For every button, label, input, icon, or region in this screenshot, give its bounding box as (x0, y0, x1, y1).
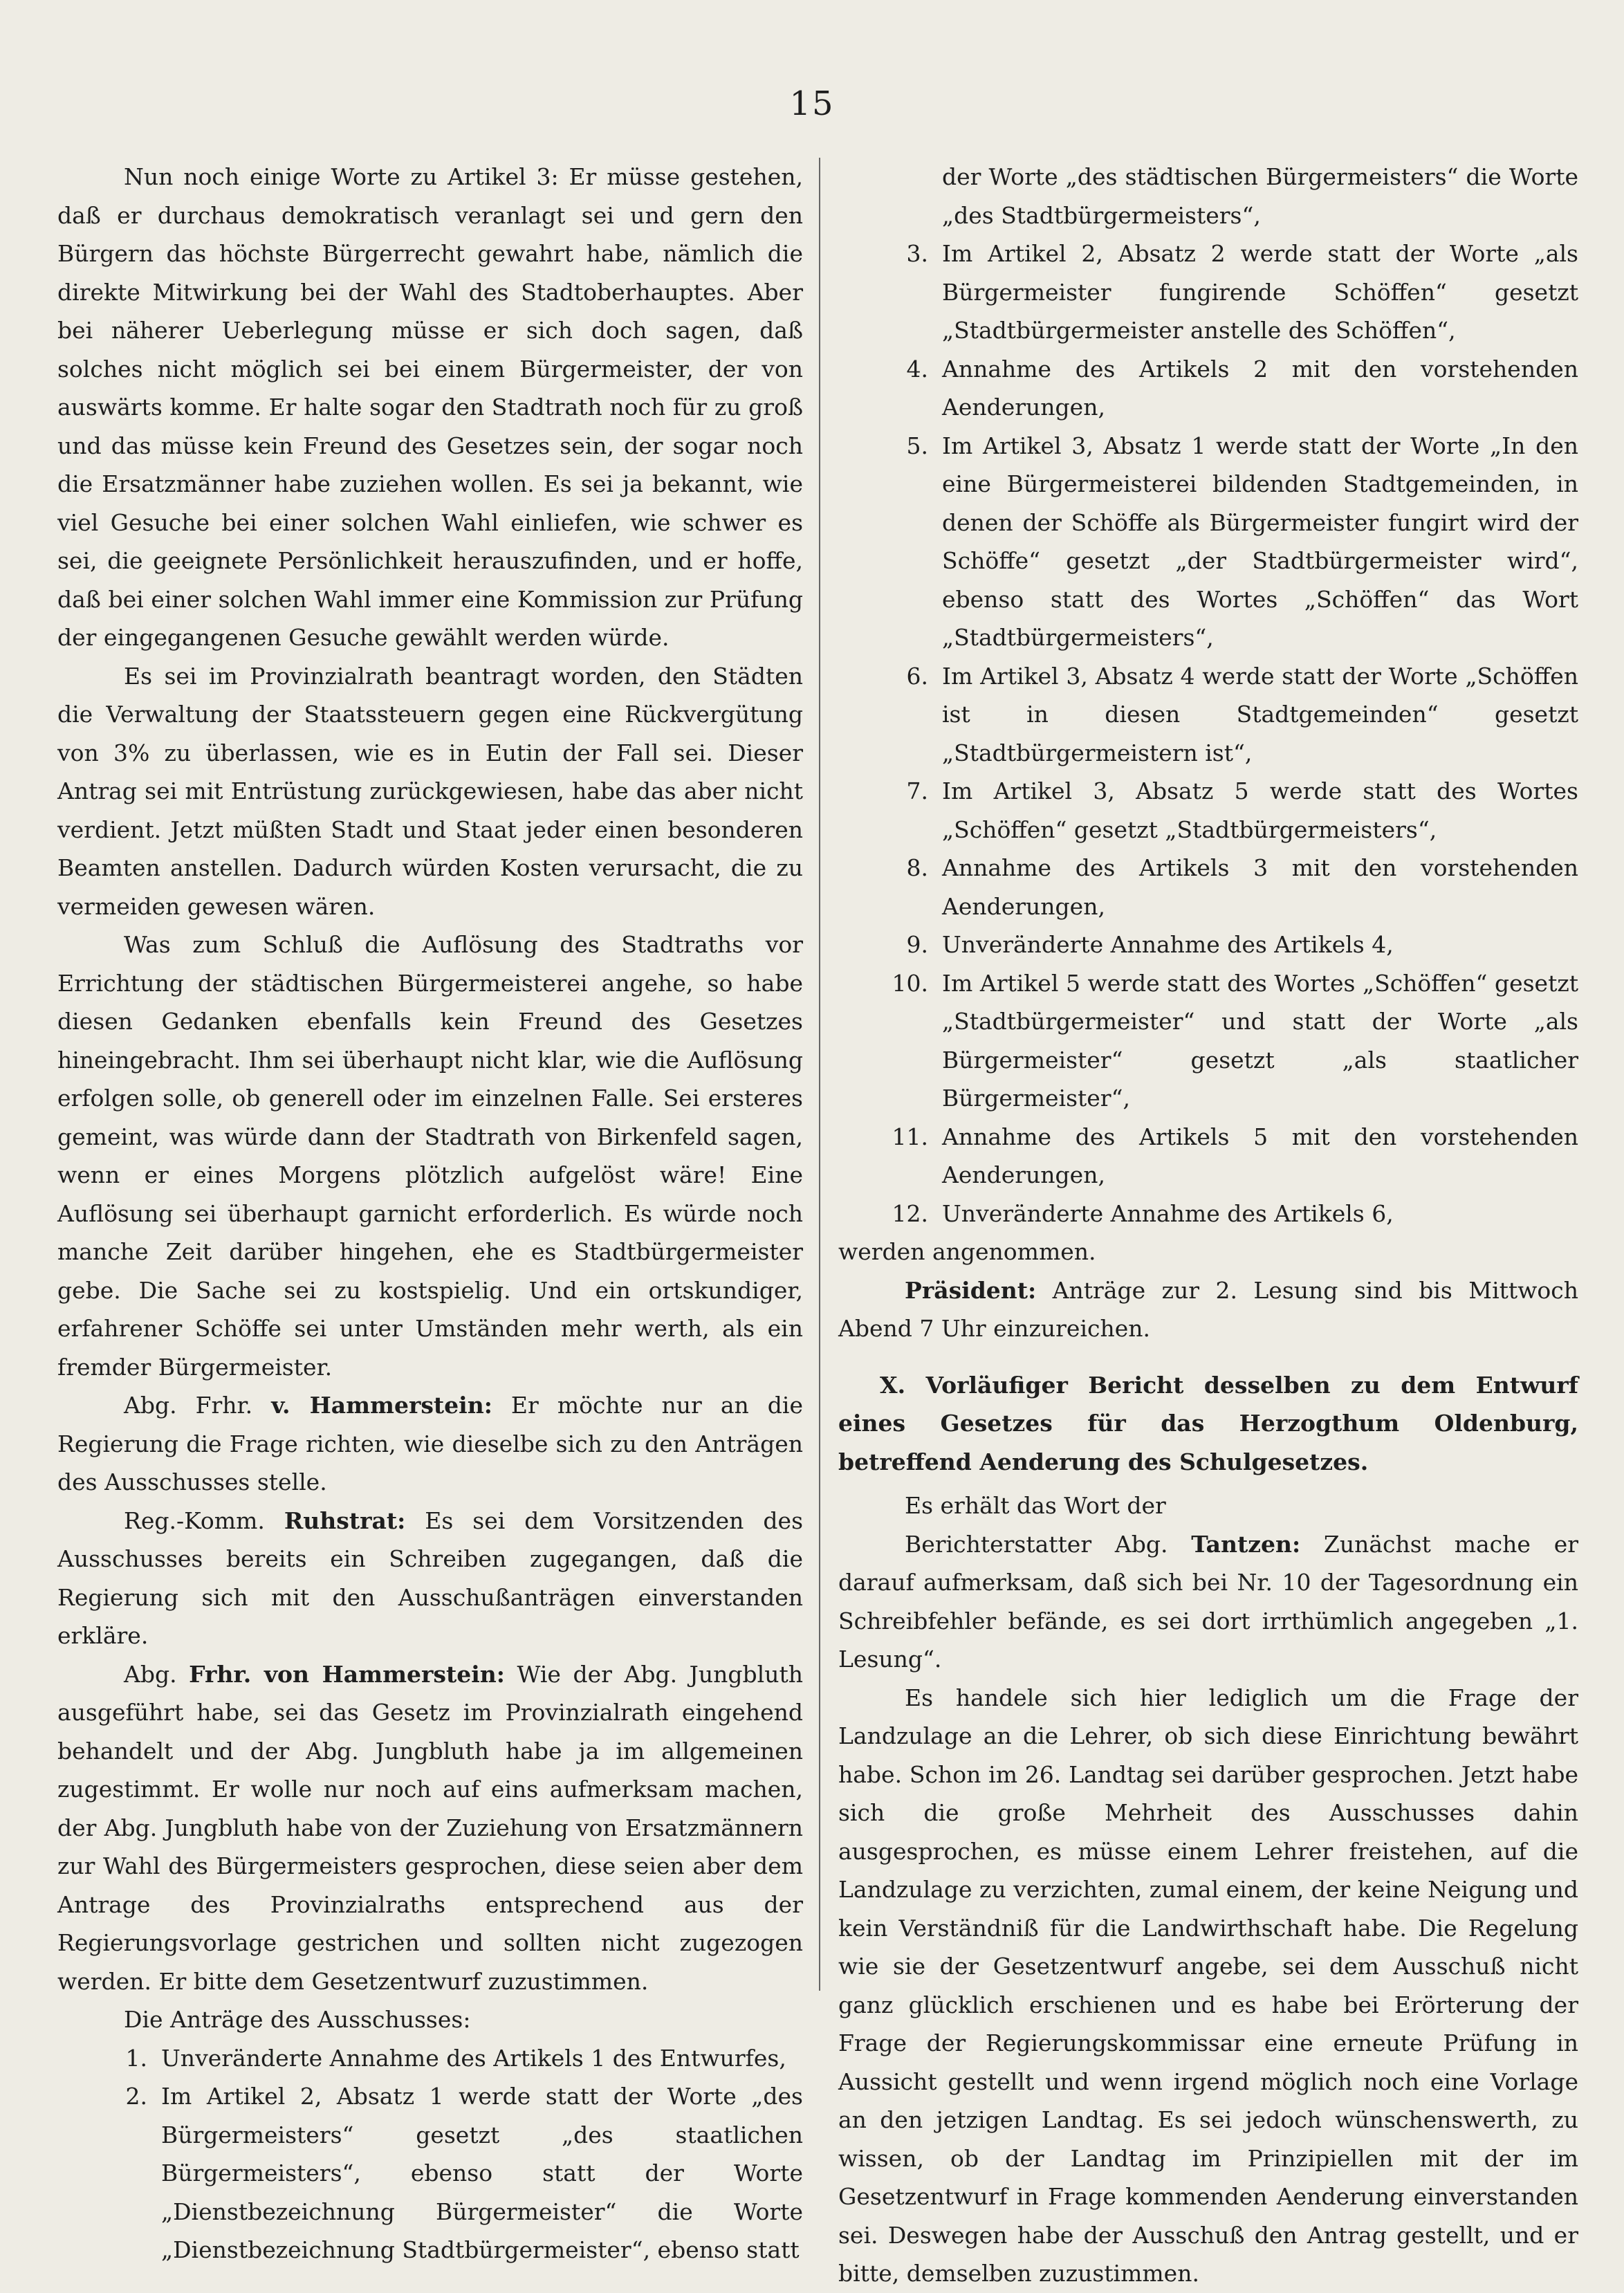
paragraph-landzulage: Es handele sich hier lediglich um die Frage der Landzulage an die Lehrer, ob sich diese Einrichtung bewährt habe. Schon im 26. Landtag sei darüber gesprochen. Jetzt habe sich die große Mehrheit des Ausschusses dahin ausgesprochen, es müsse einem Lehrer freistehen, auf die Landzulage zu verzichten, zumal einem, der keine Neigung und kein Verständniß für die Landwirthschaft habe. Die Regelung wie sie der Gesetzentwurf angebe, sei dem Ausschuß nicht ganz glücklich erschienen und es habe bei Erörterung der Frage der Regierungskommissar eine erneute Prüfung in Aussicht gestellt und wenn irgend möglich noch eine Vorlage an den jetzigen Landtag. Es sei jedoch wünschenswerth, zu wissen, ob der Landtag im Prinzipiellen mit der im Gesetzentwurf in Frage kommenden Aenderung einverstanden sei. Deswegen habe der Ausschuß den Antrag gestellt, und er bitte, demselben zuzustimmen. (838, 1684, 1578, 2287)
paragraph-aufloesung: Was zum Schluß die Auflösung des Stadtraths vor Errichtung der städtischen Bürgermeisterei angehe, so habe diesen Gedanken ebenfalls kein Freund des Gesetzes hineingebracht. Ihm sei überhaupt nicht klar, wie die Auflösung erfolgen solle, ob generell oder im einzelnen Falle. Sei ersteres gemeint, was würde dann der Stadtrath von Birkenfeld sagen, wenn er eines Morgens plötzlich aufgelöst wäre! Eine Auflösung sei überhaupt garnicht erforderlich. Es würde noch manche Zeit darüber hingehen, ehe es Stadtbürgermeister gebe. Die Sache sei zu kostspielig. Und ein ortskundiger, erfahrener Schöffe sei unter Umständen mehr werth, als ein fremder Bürgermeister. (57, 931, 803, 1381)
left-column (57, 158, 803, 2269)
speech-text: Zunächst mache er darauf aufmerksam, daß sich bei Nr. 10 der Tagesordnung ein Schreibfehler befände, es sei dort irrthümlich angegeben „1. Lesung“. (838, 1530, 1578, 1673)
list-item-number: 11. (892, 1123, 928, 1150)
list-item-number: 8. (906, 854, 928, 881)
paragraph-praesident (838, 1271, 1578, 1348)
list-item-number: 4. (906, 355, 928, 383)
speaker-prefix: Abg. (124, 1660, 177, 1688)
list-item-text: Im Artikel 3, Absatz 1 werde statt der Worte „In den eine Bürgermeisterei bildenden Stadtgemeinden, in denen der Schöffe als Bürgermeister fungirt wird der Schöffe“ gesetzt „der Stadtbürgermeister wird“, ebenso statt des Wortes „Schöffen“ das Wort „Stadtbürgermeisters“, (942, 432, 1578, 651)
list-item (838, 772, 1578, 849)
speaker-name: Tantzen: (1191, 1530, 1301, 1558)
list-item-number: 7. (906, 777, 928, 804)
list-item-number: 1. (125, 2044, 147, 2072)
list-item-text: Im Artikel 3, Absatz 5 werde statt des Wortes „Schöffen“ gesetzt „Stadtbürgermeisters“, (942, 777, 1578, 843)
list-item-number: 5. (906, 432, 928, 459)
list-item (838, 849, 1578, 926)
list-item-text: Unveränderte Annahme des Artikels 6, (942, 1199, 1394, 1227)
section-heading: X. Vorläufiger Bericht desselben zu dem Entwurf eines Gesetzes für das Herzogthum Oldenburg, betreffend Aenderung des Schulgesetzes. (838, 1371, 1578, 1475)
list-item-number: 9. (906, 931, 928, 958)
speech-text: Es sei dem Vorsitzenden des Ausschusses bereits ein Schreiben zugegangen, daß die Regierung sich mit den Ausschußanträgen einverstanden erkläre. (57, 1507, 804, 1649)
list-item (838, 427, 1578, 657)
list-item-text: Unveränderte Annahme des Artikels 4, (942, 931, 1394, 958)
paragraph-accepted: werden angenommen. (838, 1238, 1096, 1265)
list-item-text: Annahme des Artikels 3 mit den vorstehenden Aenderungen, (942, 854, 1578, 920)
list-item (57, 2077, 803, 2269)
speech-text: Wie der Abg. Jungbluth ausgeführt habe, sei das Gesetz im Provinzialrath eingehend behandelt und der Abg. Jungbluth habe ja im allgemeinen zugestimmt. Er wolle nur noch auf eins aufmerksam machen, der Abg. Jungbluth habe von der Zuziehung von Ersatzmännern zur Wahl des Bürgermeisters gesprochen, diese seien aber dem Antrage des Provinzialraths entsprechend aus der Regierungsvorlage gestrichen und sollten nicht zugezogen werden. Er bitte dem Gesetzentwurf zuzustimmen. (57, 1660, 803, 1995)
list-item (838, 1195, 1578, 1233)
list-item (838, 926, 1578, 964)
list-item (838, 350, 1578, 427)
list-item-number: 10. (892, 969, 928, 997)
list-item-text: Unveränderte Annahme des Artikels 1 des Entwurfes, (161, 2044, 786, 2072)
paragraph-article-3: Nun noch einige Worte zu Artikel 3: Er müsse gestehen, daß er durchaus demokratisch veranlagt sei und gern den Bürgern das höchste Bürgerrecht gewahrt habe, nämlich die direkte Mitwirkung bei der Wahl des Stadtoberhauptes. Aber bei näherer Ueberlegung müsse er sich doch sagen, daß solches nicht möglich sei bei einem Bürgermeister, der von auswärts komme. Er halte sogar den Stadtrath noch für zu groß und das müsse kein Freund des Gesetzes sein, der sogar noch die Ersatzmänner habe zuziehen wollen. Es sei ja bekannt, wie viel Gesuche bei einer solchen Wahl einliefen, wie schwer es sei, die geeignete Persönlichkeit herauszufinden, und er hoffe, daß bei einer solchen Wahl immer eine Kommission zur Prüfung der eingegangenen Gesuche gewählt werden würde. (57, 163, 803, 651)
speech-text: Anträge zur 2. Lesung sind bis Mittwoch Abend 7 Uhr einzureichen. (838, 1276, 1578, 1342)
column-divider (819, 158, 820, 1991)
speaker-name: Ruhstrat: (284, 1507, 406, 1534)
list-item (57, 2039, 803, 2078)
speaker-name: v. Hammerstein: (271, 1392, 492, 1419)
paragraph-word-to: Es erhält das Wort der (905, 1492, 1166, 1519)
paragraph-tantzen (838, 1525, 1578, 1679)
paragraph-hammerstein-question (57, 1386, 803, 1502)
list-item-text: Im Artikel 2, Absatz 2 werde statt der Worte „als Bürgermeister fungirende Schöffen“ gesetzt „Stadtbürgermeister anstelle des Schöffen“, (942, 240, 1578, 344)
list-item-number: 6. (906, 662, 928, 690)
list-item-text: der Worte „des städtischen Bürgermeisters“ die Worte „des Stadtbürgermeisters“, (942, 163, 1578, 229)
list-item (838, 657, 1578, 773)
paragraph-ruhstrat (57, 1502, 803, 1655)
spacer (838, 1481, 1578, 1486)
spacer (838, 1348, 1578, 1354)
speaker-name: Präsident: (905, 1276, 1037, 1304)
list-item (838, 1118, 1578, 1195)
list-item-number: 2. (125, 2083, 147, 2110)
list-item-number: 12. (892, 1199, 928, 1227)
list-item-text: Im Artikel 2, Absatz 1 werde statt der Worte „des Bürgermeisters“ gesetzt „des staatlichen Bürgermeisters“, ebenso statt der Worte „Dienstbezeichnung Bürgermeister“ die Worte „Dienstbezeichnung Stadtbürgermeister“, ebenso statt (161, 2083, 803, 2263)
list-item-text: Annahme des Artikels 5 mit den vorstehenden Aenderungen, (942, 1123, 1578, 1188)
speaker-prefix: Berichterstatter Abg. (905, 1530, 1168, 1558)
list-item-number-blank (838, 158, 942, 234)
speaker-prefix: Abg. Frhr. (124, 1392, 253, 1419)
right-column (838, 158, 1578, 2293)
list-item-text: Annahme des Artikels 2 mit den vorstehenden Aenderungen, (942, 355, 1578, 421)
speaker-prefix: Reg.-Komm. (124, 1507, 265, 1534)
list-item (838, 234, 1578, 350)
paragraph-staatssteuern: Es sei im Provinzialrath beantragt worden, den Städten die Verwaltung der Staatssteuern gegen eine Rückvergütung von 3% zu überlassen, wie es in Eutin der Fall sei. Dieser Antrag sei mit Entrüstung zurückgewiesen, habe das aber nicht verdient. Jetzt müßten Stadt und Staat jeder einen besonderen Beamten anstellen. Dadurch würden Kosten verursacht, die zu vermeiden gewesen wären. (57, 662, 803, 920)
list-item-text: Im Artikel 3, Absatz 4 werde statt der Worte „Schöffen ist in diesen Stadtgemeinden“ gesetzt „Stadtbürgermeistern ist“, (942, 662, 1578, 766)
motions-list-right (838, 234, 1578, 1233)
motions-list-left (57, 2039, 803, 2269)
list-item (838, 964, 1578, 1118)
list-item-number: 3. (906, 240, 928, 267)
list-item-continuation (838, 158, 1578, 234)
speech-text: Er möchte nur an die Regierung die Frage richten, wie dieselbe sich zu den Anträgen des Ausschusses stelle. (57, 1392, 803, 1495)
paragraph-hammerstein-reply (57, 1655, 803, 2001)
page-number: 15 (789, 84, 835, 123)
speaker-name: Frhr. von Hammerstein: (189, 1660, 505, 1688)
list-item-text: Im Artikel 5 werde statt des Wortes „Schöffen“ gesetzt „Stadtbürgermeister“ und statt der Worte „als Bürgermeister“ gesetzt „als staatlicher Bürgermeister“, (942, 969, 1578, 1112)
paragraph-antraege-intro: Die Anträge des Ausschusses: (124, 2006, 471, 2033)
